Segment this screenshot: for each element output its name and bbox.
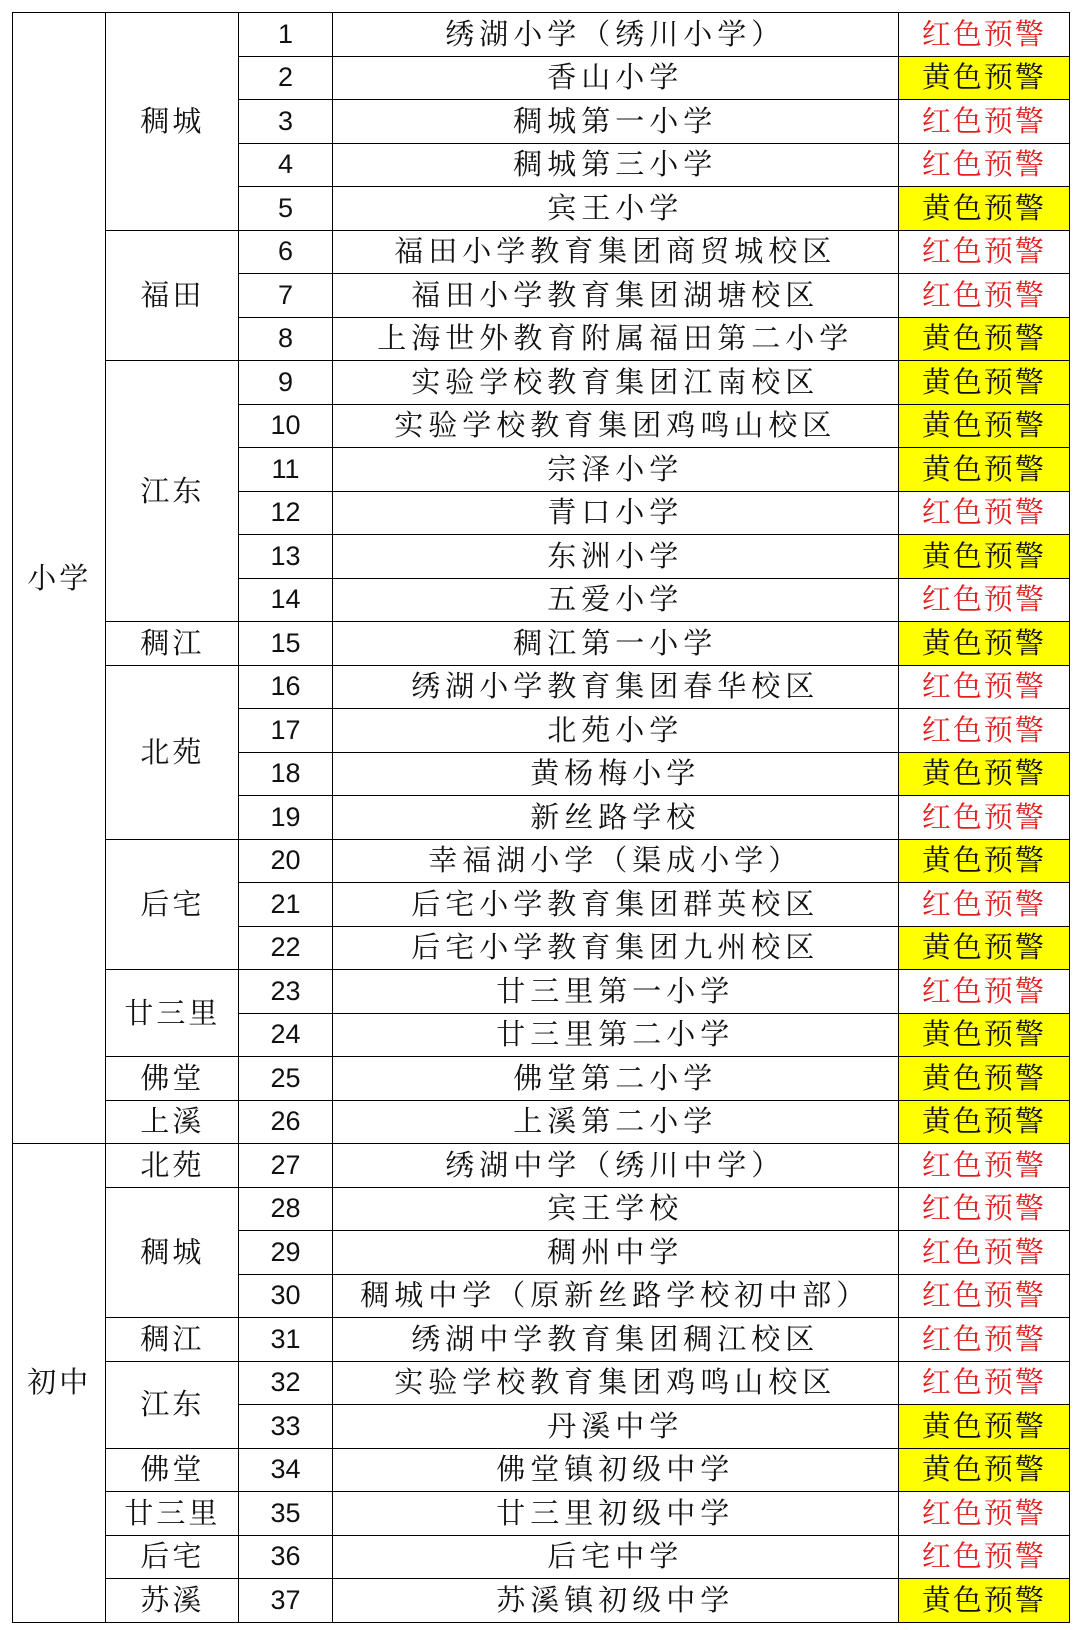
row-number-cell: 29: [239, 1231, 332, 1275]
school-name-cell: 黄杨梅小学: [332, 752, 898, 796]
red-warning-badge: 红色预警: [898, 883, 1069, 927]
row-number-cell: 32: [239, 1361, 332, 1405]
table-row: [13, 970, 1070, 1014]
red-warning-badge: 红色预警: [898, 1187, 1069, 1231]
red-warning-badge: 红色预警: [898, 1535, 1069, 1579]
table-row: [13, 1579, 1070, 1623]
table-row: [13, 1448, 1070, 1492]
red-warning-badge: 红色预警: [898, 100, 1069, 144]
school-name-cell: 上海世外教育附属福田第二小学: [332, 317, 898, 361]
school-name-cell: 宾王学校: [332, 1187, 898, 1231]
school-name-cell: 福田小学教育集团商贸城校区: [332, 230, 898, 274]
school-name-cell: 新丝路学校: [332, 796, 898, 840]
red-warning-badge: 红色预警: [898, 970, 1069, 1014]
row-number-cell: 30: [239, 1274, 332, 1318]
school-name-cell: 丹溪中学: [332, 1405, 898, 1449]
yellow-warning-badge: 黄色预警: [898, 1013, 1069, 1057]
red-warning-badge: 红色预警: [898, 1274, 1069, 1318]
row-number-cell: 33: [239, 1405, 332, 1449]
red-warning-badge: 红色预警: [898, 1144, 1069, 1188]
school-name-cell: 绣湖小学教育集团春华校区: [332, 665, 898, 709]
school-name-cell: 宾王小学: [332, 187, 898, 231]
yellow-warning-badge: 黄色预警: [898, 404, 1069, 448]
district-cell: 江东: [106, 1361, 239, 1448]
row-number-cell: 26: [239, 1100, 332, 1144]
red-warning-badge: 红色预警: [898, 274, 1069, 318]
yellow-warning-badge: 黄色预警: [898, 1579, 1069, 1623]
row-number-cell: 28: [239, 1187, 332, 1231]
school-name-cell: 香山小学: [332, 56, 898, 100]
table-row: [13, 839, 1070, 883]
row-number-cell: 17: [239, 709, 332, 753]
school-name-cell: 稠城第三小学: [332, 143, 898, 187]
table-row: [13, 1492, 1070, 1536]
school-name-cell: 宗泽小学: [332, 448, 898, 492]
row-number-cell: 8: [239, 317, 332, 361]
row-number-cell: 1: [239, 13, 332, 57]
table-body: [13, 13, 1070, 1623]
red-warning-badge: 红色预警: [898, 13, 1069, 57]
school-level-cell: 初中: [13, 1144, 106, 1623]
table-row: [13, 13, 1070, 57]
table-row: [13, 1144, 1070, 1188]
table-row: [13, 1057, 1070, 1101]
school-name-cell: 北苑小学: [332, 709, 898, 753]
yellow-warning-badge: 黄色预警: [898, 622, 1069, 666]
school-name-cell: 稠州中学: [332, 1231, 898, 1275]
school-warning-table: [12, 12, 1070, 1623]
district-cell: 苏溪: [106, 1579, 239, 1623]
district-cell: 佛堂: [106, 1057, 239, 1101]
red-warning-badge: 红色预警: [898, 665, 1069, 709]
school-name-cell: 廿三里初级中学: [332, 1492, 898, 1536]
district-cell: 上溪: [106, 1100, 239, 1144]
row-number-cell: 36: [239, 1535, 332, 1579]
district-cell: 佛堂: [106, 1448, 239, 1492]
row-number-cell: 34: [239, 1448, 332, 1492]
school-name-cell: 后宅小学教育集团九州校区: [332, 926, 898, 970]
row-number-cell: 19: [239, 796, 332, 840]
red-warning-badge: 红色预警: [898, 796, 1069, 840]
district-cell: 稠城: [106, 13, 239, 231]
district-cell: 稠城: [106, 1187, 239, 1318]
table-row: [13, 361, 1070, 405]
district-cell: 廿三里: [106, 1492, 239, 1536]
school-name-cell: 稠城第一小学: [332, 100, 898, 144]
row-number-cell: 13: [239, 535, 332, 579]
school-name-cell: 幸福湖小学（渠成小学）: [332, 839, 898, 883]
school-name-cell: 青口小学: [332, 491, 898, 535]
school-name-cell: 佛堂第二小学: [332, 1057, 898, 1101]
red-warning-badge: 红色预警: [898, 709, 1069, 753]
school-name-cell: 东洲小学: [332, 535, 898, 579]
school-name-cell: 实验学校教育集团江南校区: [332, 361, 898, 405]
yellow-warning-badge: 黄色预警: [898, 56, 1069, 100]
school-name-cell: 廿三里第一小学: [332, 970, 898, 1014]
school-name-cell: 绣湖中学（绣川中学）: [332, 1144, 898, 1188]
yellow-warning-badge: 黄色预警: [898, 1448, 1069, 1492]
red-warning-badge: 红色预警: [898, 1361, 1069, 1405]
district-cell: 北苑: [106, 665, 239, 839]
row-number-cell: 6: [239, 230, 332, 274]
table-row: [13, 622, 1070, 666]
yellow-warning-badge: 黄色预警: [898, 448, 1069, 492]
yellow-warning-badge: 黄色预警: [898, 839, 1069, 883]
school-name-cell: 实验学校教育集团鸡鸣山校区: [332, 404, 898, 448]
table-row: [13, 665, 1070, 709]
school-name-cell: 廿三里第二小学: [332, 1013, 898, 1057]
yellow-warning-badge: 黄色预警: [898, 317, 1069, 361]
school-name-cell: 后宅中学: [332, 1535, 898, 1579]
school-name-cell: 稠城中学（原新丝路学校初中部）: [332, 1274, 898, 1318]
red-warning-badge: 红色预警: [898, 491, 1069, 535]
red-warning-badge: 红色预警: [898, 143, 1069, 187]
row-number-cell: 20: [239, 839, 332, 883]
yellow-warning-badge: 黄色预警: [898, 1057, 1069, 1101]
table-row: [13, 1318, 1070, 1362]
row-number-cell: 15: [239, 622, 332, 666]
district-cell: 稠江: [106, 1318, 239, 1362]
red-warning-badge: 红色预警: [898, 578, 1069, 622]
row-number-cell: 21: [239, 883, 332, 927]
yellow-warning-badge: 黄色预警: [898, 1100, 1069, 1144]
table-row: [13, 1100, 1070, 1144]
district-cell: 北苑: [106, 1144, 239, 1188]
row-number-cell: 27: [239, 1144, 332, 1188]
district-cell: 后宅: [106, 1535, 239, 1579]
school-level-cell: 小学: [13, 13, 106, 1144]
district-cell: 廿三里: [106, 970, 239, 1057]
row-number-cell: 31: [239, 1318, 332, 1362]
row-number-cell: 25: [239, 1057, 332, 1101]
school-name-cell: 稠江第一小学: [332, 622, 898, 666]
red-warning-badge: 红色预警: [898, 230, 1069, 274]
row-number-cell: 5: [239, 187, 332, 231]
row-number-cell: 12: [239, 491, 332, 535]
row-number-cell: 22: [239, 926, 332, 970]
school-name-cell: 绣湖小学（绣川小学）: [332, 13, 898, 57]
row-number-cell: 4: [239, 143, 332, 187]
row-number-cell: 35: [239, 1492, 332, 1536]
school-name-cell: 佛堂镇初级中学: [332, 1448, 898, 1492]
school-name-cell: 苏溪镇初级中学: [332, 1579, 898, 1623]
school-name-cell: 福田小学教育集团湖塘校区: [332, 274, 898, 318]
yellow-warning-badge: 黄色预警: [898, 926, 1069, 970]
row-number-cell: 23: [239, 970, 332, 1014]
table-row: [13, 1535, 1070, 1579]
school-name-cell: 绣湖中学教育集团稠江校区: [332, 1318, 898, 1362]
row-number-cell: 24: [239, 1013, 332, 1057]
row-number-cell: 2: [239, 56, 332, 100]
school-name-cell: 五爱小学: [332, 578, 898, 622]
row-number-cell: 16: [239, 665, 332, 709]
row-number-cell: 14: [239, 578, 332, 622]
red-warning-badge: 红色预警: [898, 1231, 1069, 1275]
row-number-cell: 10: [239, 404, 332, 448]
district-cell: 福田: [106, 230, 239, 361]
row-number-cell: 37: [239, 1579, 332, 1623]
school-name-cell: 实验学校教育集团鸡鸣山校区: [332, 1361, 898, 1405]
table-row: [13, 230, 1070, 274]
row-number-cell: 11: [239, 448, 332, 492]
row-number-cell: 18: [239, 752, 332, 796]
red-warning-badge: 红色预警: [898, 1492, 1069, 1536]
district-cell: 稠江: [106, 622, 239, 666]
school-name-cell: 后宅小学教育集团群英校区: [332, 883, 898, 927]
row-number-cell: 3: [239, 100, 332, 144]
district-cell: 江东: [106, 361, 239, 622]
school-name-cell: 上溪第二小学: [332, 1100, 898, 1144]
row-number-cell: 7: [239, 274, 332, 318]
yellow-warning-badge: 黄色预警: [898, 1405, 1069, 1449]
yellow-warning-badge: 黄色预警: [898, 361, 1069, 405]
row-number-cell: 9: [239, 361, 332, 405]
yellow-warning-badge: 黄色预警: [898, 535, 1069, 579]
table-row: [13, 1187, 1070, 1231]
table-row: [13, 1361, 1070, 1405]
yellow-warning-badge: 黄色预警: [898, 752, 1069, 796]
district-cell: 后宅: [106, 839, 239, 970]
yellow-warning-badge: 黄色预警: [898, 187, 1069, 231]
red-warning-badge: 红色预警: [898, 1318, 1069, 1362]
